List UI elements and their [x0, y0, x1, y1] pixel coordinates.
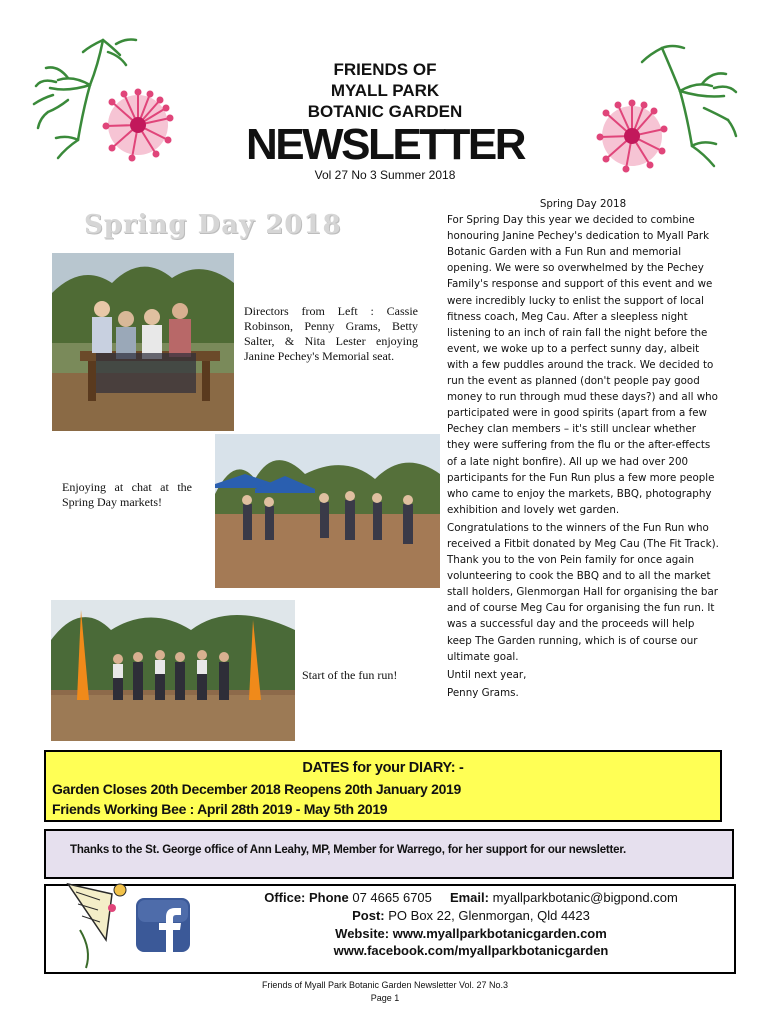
flower-left-illustration	[28, 30, 188, 170]
article-closing: Until next year,	[447, 668, 527, 681]
post-address: PO Box 22, Glenmorgan, Qld 4423	[388, 908, 590, 923]
email-address[interactable]: myallparkbotanic@bigpond.com	[492, 890, 678, 905]
spring-day-banner: Spring Day 2018	[84, 210, 342, 240]
diary-working-bee: Friends Working Bee : April 28th 2019 - May 5th 2019	[52, 801, 388, 817]
website-label: Website:	[335, 926, 390, 941]
caption-fun-run: Start of the fun run!	[302, 668, 398, 682]
photo-fun-run-start	[51, 600, 295, 741]
article-paragraph-1: For Spring Day this year we decided to combine honouring Janine Pechey's dedication to Myall Park Botanic Garden with a Fun Run and memorial opening. We were so overwhelmed by the Pechey Family's response and support of this event and we were incredibly lucky to enlist the support of local fitness coach, Meg Cau. After a sleepless night listening to an inch of rain fall the night before the event, we woke up to a perfect sunny day, albeit with a few puddles around the track. We decided to run the event as planned (don't people pay good money to run through mud these days?) and all who participated were in good spirits (apart from a few Pechey clan members – it's still unclear whether they were suffering from the flu or the after-effects of a late night bonfire). All up we had over 200 participants for the Fun Run plus a few more people who came to enjoy the markets, BBQ, photography exhibition and lovely wet garden.	[447, 214, 718, 516]
diary-garden-closes: Garden Closes 20th December 2018 Reopens 20th January 2019	[52, 781, 462, 797]
caption-markets: Enjoying at chat at the Spring Day markets!	[62, 480, 192, 509]
thanks-sponsor-box	[44, 829, 734, 879]
photo-directors-seat	[52, 253, 234, 431]
volume-issue: Vol 27 No 3 Summer 2018	[314, 168, 456, 182]
article-signature: Penny Grams.	[447, 686, 519, 699]
footer-page-number: Page 1	[370, 993, 400, 1003]
logo-illustration	[60, 880, 134, 972]
footer-newsletter-credit: Friends of Myall Park Botanic Garden Newsletter Vol. 27 No.3	[261, 980, 509, 990]
caption-directors: Directors from Left : Cassie Robinson, Penny Grams, Betty Salter, & Nita Lester enjoying Janine Pechey's Memorial seat.	[244, 304, 418, 363]
phone-number: 07 4665 6705	[352, 890, 432, 905]
article-spring-day	[447, 196, 719, 701]
flower-right-illustration	[592, 36, 742, 176]
newsletter-title: NEWSLETTER	[245, 120, 525, 169]
contact-post-line	[226, 908, 716, 923]
contact-box	[44, 884, 736, 974]
article-heading: Spring Day 2018	[539, 198, 627, 210]
diary-heading: DATES for your DIARY: -	[302, 760, 464, 776]
website-link[interactable]: www.myallparkbotanicgarden.com	[392, 926, 607, 941]
header-botanic-garden: BOTANIC GARDEN	[307, 102, 463, 121]
diary-dates-box	[44, 750, 722, 822]
contact-office-line	[226, 890, 716, 905]
office-phone-label: Office: Phone	[264, 890, 349, 905]
header-friends-of: FRIENDS OF	[333, 60, 437, 79]
photo-spring-day-markets	[215, 434, 440, 588]
email-label: Email:	[449, 890, 489, 905]
facebook-link[interactable]: www.facebook.com/myallparkbotanicgarden	[333, 943, 609, 958]
header-myall-park: MYALL PARK	[330, 81, 440, 100]
article-paragraph-2: Congratulations to the winners of the Fun Run who received a Fitbit donated by Meg Cau (The Fit Track). Thank you to the von Pein family for once again volunteering to cook the BBQ and to all the market stall holders, Glenmorgan Hall for organising the bar and of course Meg Cau for organising the fun run. It was a successful day and the proceeds will help keep The Garden running, which is of course our ultimate goal.	[447, 521, 719, 663]
contact-website-line	[226, 926, 716, 941]
thanks-text: Thanks to the St. George office of Ann Leahy, MP, Member for Warrego, for her support for our newsletter.	[70, 844, 626, 856]
facebook-icon[interactable]	[136, 898, 190, 952]
post-label: Post:	[352, 908, 385, 923]
